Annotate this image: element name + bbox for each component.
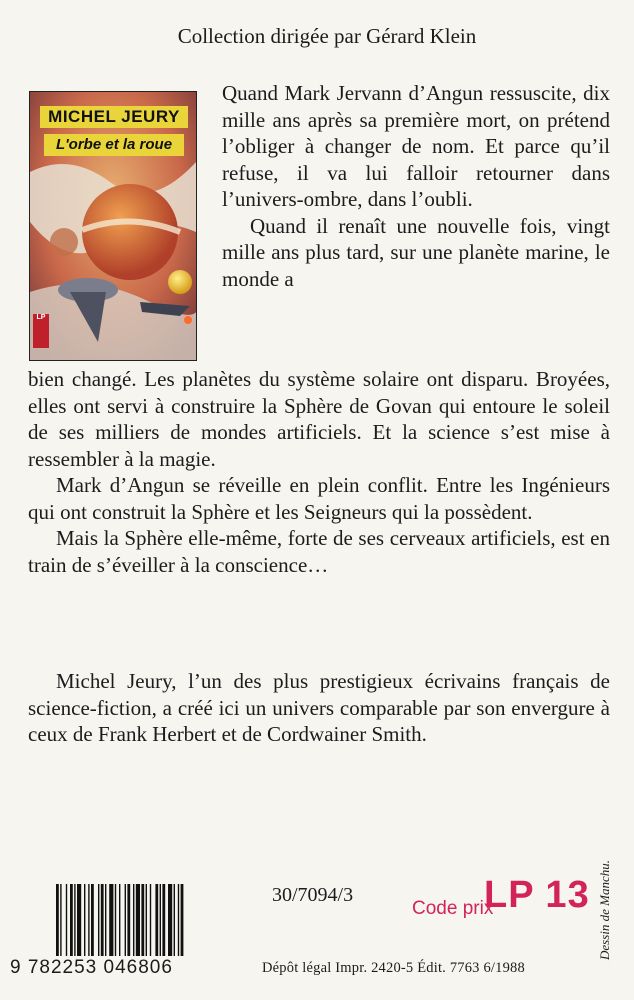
barcode-bar — [91, 884, 94, 956]
barcode-bar — [119, 884, 120, 956]
barcode-bar — [146, 884, 147, 956]
barcode-bar — [66, 884, 67, 956]
barcode-bar — [105, 884, 106, 956]
collection-line: Collection dirigée par Gérard Klein — [177, 24, 477, 48]
cover-author: MICHEL JEURY — [40, 106, 188, 128]
barcode-bar — [101, 884, 104, 956]
barcode-bar — [141, 884, 144, 956]
barcode-bar — [160, 884, 161, 956]
barcode-bar — [109, 884, 113, 956]
barcode-bar — [60, 884, 61, 956]
barcode-bar — [88, 884, 89, 956]
barcode-bar — [162, 884, 165, 956]
publisher-badge: LP — [33, 314, 49, 348]
barcode-bar — [125, 884, 126, 956]
barcode-bar — [168, 884, 172, 956]
barcode-bar — [155, 884, 158, 956]
barcode-bar — [115, 884, 116, 956]
blurb-paragraph-1: Quand Mark Jervann d’Angun ressuscite, dix mille ans après sa première mort, on prétend l’obliger à changer de nom. Et parce qu’il refuse, il va lui falloir retourner dans l’univers-ombre, dans l’oubli. — [222, 81, 610, 211]
author-note-text: Michel Jeury, l’un des plus prestigieux écrivains français de science-fiction, a créé ici un univers comparable par son envergure à ceux de Frank Herbert et de Cordwainer Smith. — [28, 669, 610, 746]
barcode-bar — [77, 884, 81, 956]
code-prix-value: LP 13 — [484, 874, 590, 916]
barcode-bar — [133, 884, 134, 956]
barcode-bar — [150, 884, 151, 956]
barcode-bar — [84, 884, 85, 956]
barcode-bar — [70, 884, 73, 956]
blurb-main — [28, 366, 610, 578]
cover-title: L'orbe et la roue — [44, 134, 184, 156]
barcode-bar — [127, 884, 130, 956]
depot-legal: Dépôt légal Impr. 2420-5 Édit. 7763 6/1988 — [262, 960, 525, 976]
barcode-bar — [136, 884, 140, 956]
blurb-top — [222, 80, 610, 292]
barcode-bar — [56, 884, 59, 956]
blurb-paragraph-2-rest: bien changé. Les planètes du système solaire ont disparu. Broyées, elles ont servi à construire la Sphère de Govan qui entoure le soleil de ses milliers de mondes artificiels. Et la science s’est mise à ressembler à la magie. — [28, 367, 610, 471]
blurb-paragraph-4: Mais la Sphère elle-même, forte de ses cerveaux artificiels, est en train de s’éveiller à la conscience… — [28, 526, 610, 577]
barcode-bar — [74, 884, 75, 956]
blurb-paragraph-3: Mark d’Angun se réveille en plein conflit. Entre les Ingénieurs qui ont construit la Sphère et les Seigneurs qui la possèdent. — [28, 473, 610, 524]
blurb-paragraph-2-lead: Quand il renaît une nouvelle fois, vingt mille ans plus tard, sur une planète marine, le monde a — [222, 213, 610, 291]
barcode-digits: 9 782253 046806 — [10, 957, 173, 978]
author-note — [28, 668, 610, 748]
cover-illustration — [30, 92, 196, 360]
barcode-bar — [181, 884, 184, 956]
barcode-bar — [98, 884, 99, 956]
catalog-reference: 30/7094/3 — [272, 884, 354, 906]
cover-thumbnail — [30, 92, 196, 360]
illustrator-credit: Dessin de Manchu. — [597, 860, 612, 961]
barcode-bar — [174, 884, 175, 956]
code-prix-label: Code prix — [412, 898, 494, 919]
barcode-bar — [178, 884, 179, 956]
